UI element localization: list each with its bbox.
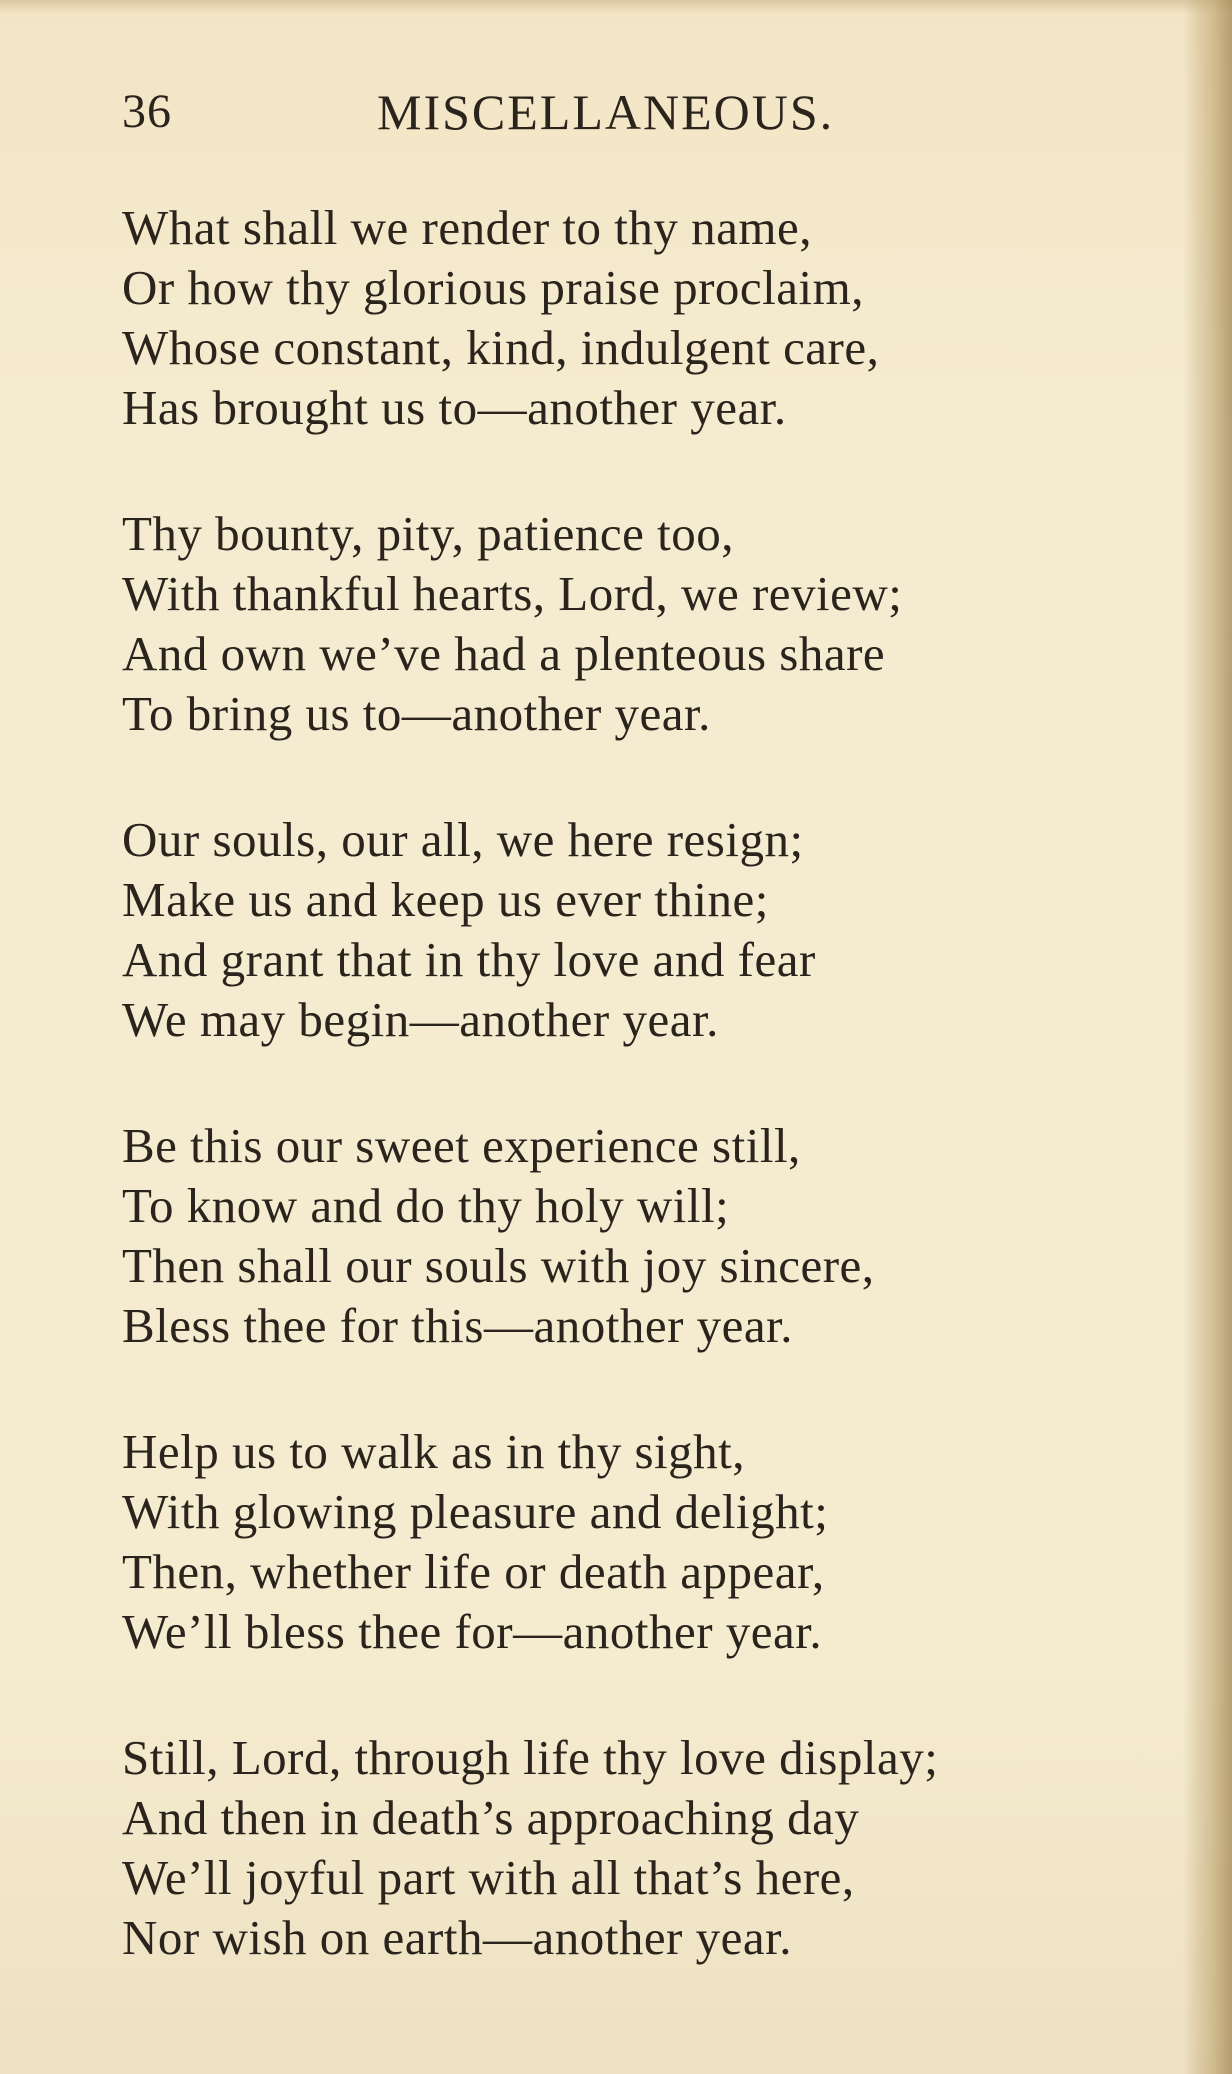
stanza-line: To know and do thy holy will; xyxy=(122,1178,730,1233)
stanza-line: Whose constant, kind, indulgent care, xyxy=(122,320,880,375)
stanza-line: Has brought us to—another year. xyxy=(122,380,787,435)
stanza-3 xyxy=(122,810,1202,1050)
page-number: 36 xyxy=(122,85,172,138)
stanza-line: Make us and keep us ever thine; xyxy=(122,872,769,927)
stanza-line: Then, whether life or death appear, xyxy=(122,1544,825,1599)
stanza-line: To bring us to—another year. xyxy=(122,686,711,741)
stanza-2 xyxy=(122,504,1202,744)
stanza-line: With thankful hearts, Lord, we review; xyxy=(122,566,903,621)
stanza-line: With glowing pleasure and delight; xyxy=(122,1484,829,1539)
stanza-line: Be this our sweet experience still, xyxy=(122,1118,801,1173)
stanza-line: Help us to walk as in thy sight, xyxy=(122,1424,746,1479)
stanza-line: We’ll joyful part with all that’s here, xyxy=(122,1850,855,1905)
stanza-5 xyxy=(122,1422,1202,1662)
stanza-line: We may begin—another year. xyxy=(122,992,719,1047)
stanza-line: Nor wish on earth—another year. xyxy=(122,1910,792,1965)
top-edge-shadow xyxy=(0,0,1232,14)
stanza-line: And then in death’s approaching day xyxy=(122,1790,860,1845)
stanza-line: We’ll bless thee for—another year. xyxy=(122,1604,823,1659)
hymn-text xyxy=(122,198,1202,2034)
page-header xyxy=(122,82,1122,142)
stanza-line: Thy bounty, pity, patience too, xyxy=(122,506,734,561)
stanza-line: And own we’ve had a plenteous share xyxy=(122,626,886,681)
stanza-line: Or how thy glorious praise proclaim, xyxy=(122,260,864,315)
stanza-line: Then shall our souls with joy sincere, xyxy=(122,1238,875,1293)
stanza-line: Our souls, our all, we here resign; xyxy=(122,812,804,867)
stanza-line: Still, Lord, through life thy love display; xyxy=(122,1730,939,1785)
stanza-line: What shall we render to thy name, xyxy=(122,200,813,255)
running-title: MISCELLANEOUS. xyxy=(377,84,835,140)
stanza-4 xyxy=(122,1116,1202,1356)
stanza-6 xyxy=(122,1728,1202,1968)
stanza-line: And grant that in thy love and fear xyxy=(122,932,816,987)
stanza-line: Bless thee for this—another year. xyxy=(122,1298,794,1353)
stanza-1 xyxy=(122,198,1202,438)
